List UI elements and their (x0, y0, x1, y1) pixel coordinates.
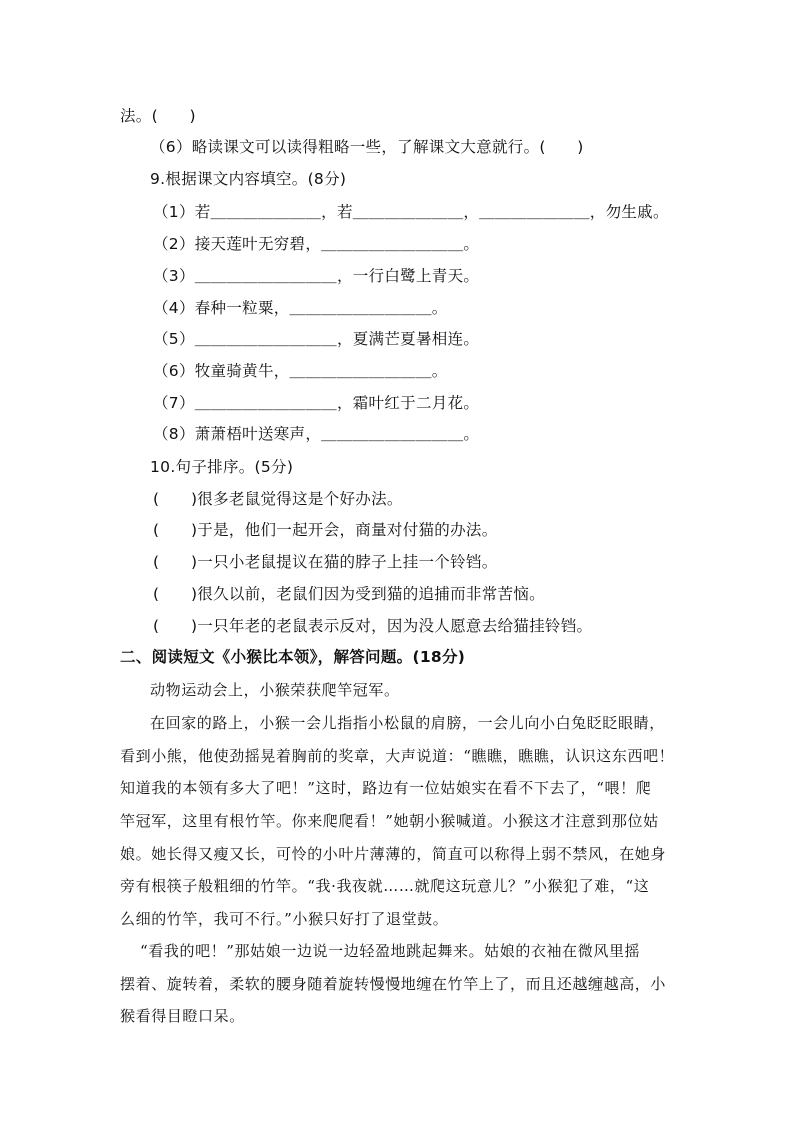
passage-line-1: 动物运动会上，小猴荣获爬竿冠军。 (150, 681, 400, 699)
passage-line-10: 摆着、旋转着，柔软的腰身随着旋转慢慢地缠在竹竿上了，而且还越缠越高，小 (120, 975, 667, 993)
passage-line-2: 在回家的路上，小猴一会儿指指小松鼠的肩膀，一会儿向小白兔眨眨眼睛， (150, 714, 665, 732)
q8-item-6: （6）略读课文可以读得粗略一些，了解课文大意就行。( ) (150, 138, 584, 156)
q9-item-1: （1）若＿＿＿＿＿＿＿，若＿＿＿＿＿＿＿，＿＿＿＿＿＿＿，勿生戚。 (153, 203, 669, 221)
q10-item-3: ( )一只小老鼠提议在猫的脖子上挂一个铃铛。 (153, 553, 498, 571)
q9-item-4: （4）春种一粒粟，＿＿＿＿＿＿＿＿＿。 (153, 299, 448, 317)
q10-item-5: ( )一只年老的老鼠表示反对，因为没人愿意去给猫挂铃铛。 (153, 617, 593, 635)
q9-item-7: （7）＿＿＿＿＿＿＿＿＿，霜叶红于二月花。 (153, 394, 480, 412)
passage-line-11: 猴看得目瞪口呆。 (120, 1007, 245, 1025)
q9-item-5: （5）＿＿＿＿＿＿＿＿＿，夏满芒夏暑相连。 (153, 330, 480, 348)
passage-line-3: 看到小熊，他使劲摇晃着胸前的奖章，大声说道：“瞧瞧，瞧瞧，认识这东西吧！ (120, 747, 675, 765)
q9-title: 9.根据课文内容填空。(8分) (150, 170, 347, 188)
q8-tail: 法。( ) (120, 107, 196, 125)
q10-item-4: ( )很久以前，老鼠们因为受到猫的追捕而非常苦恼。 (153, 585, 545, 603)
passage-line-8: 么细的竹竿，我可不行。”小猴只好打了退堂鼓。 (120, 910, 449, 928)
passage-line-6: 娘。她长得又瘦又长，可怜的小叶片薄薄的，简直可以称得上弱不禁风，在她身 (120, 845, 667, 863)
q9-item-6: （6）牧童骑黄牛，＿＿＿＿＿＿＿＿＿。 (153, 362, 448, 380)
q10-title: 10.句子排序。(5分) (150, 458, 294, 476)
q9-item-8: （8）萧萧梧叶送寒声，＿＿＿＿＿＿＿＿＿。 (153, 425, 480, 443)
q10-item-2: ( )于是，他们一起开会，商量对付猫的办法。 (153, 521, 498, 539)
passage-line-7: 旁有根筷子般粗细的竹竿。“我·我夜就……就爬这玩意儿？”小猴犯了难，“这 (120, 877, 650, 895)
q10-item-1: ( )很多老鼠觉得这是个好办法。 (153, 490, 403, 508)
section-2-heading: 二、阅读短文《小猴比本领》，解答问题。(18分) (120, 648, 466, 666)
q9-item-2: （2）接天莲叶无穷碧，＿＿＿＿＿＿＿＿＿。 (153, 235, 480, 253)
passage-line-5: 竿冠军，这里有根竹竿。你来爬爬看！”她朝小猴喊道。小猴这才注意到那位姑 (120, 812, 659, 830)
passage-line-9: “看我的吧！”那姑娘一边说一边轻盈地跳起舞来。姑娘的衣袖在微风里摇 (140, 942, 641, 960)
passage-line-4: 知道我的本领有多大了吧！”这时，路边有一位姑娘实在看不下去了，“喂！爬 (120, 779, 652, 797)
q9-item-3: （3）＿＿＿＿＿＿＿＿＿，一行白鹭上青天。 (153, 267, 480, 285)
